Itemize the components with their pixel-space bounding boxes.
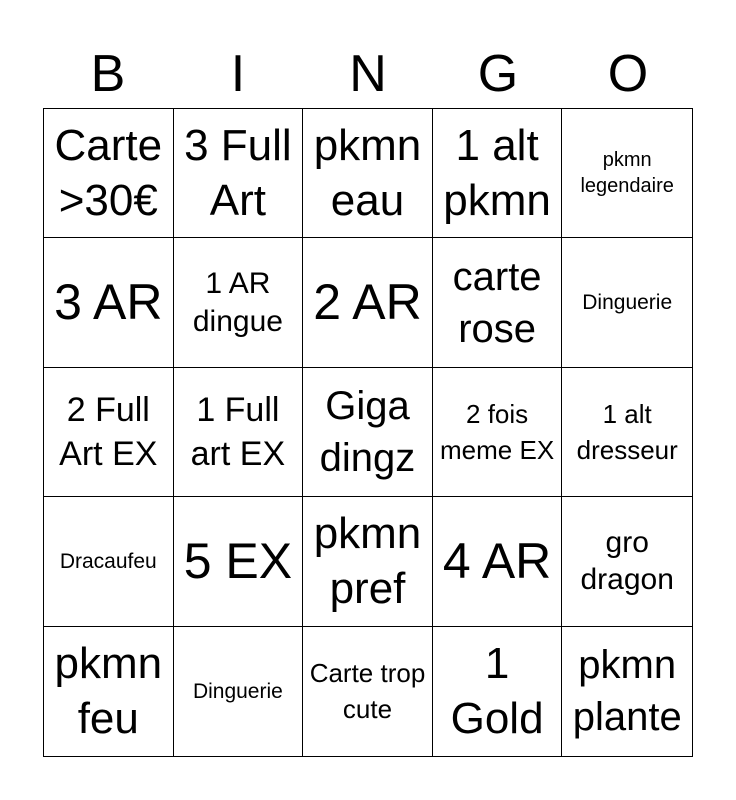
bingo-cell[interactable]: 4 AR xyxy=(433,497,563,626)
bingo-cell[interactable]: 3 AR xyxy=(44,238,174,367)
bingo-cell[interactable]: Carte trop cute xyxy=(303,627,433,756)
bingo-grid xyxy=(43,108,693,757)
bingo-cell[interactable]: Dinguerie xyxy=(562,238,692,367)
bingo-cell[interactable]: Carte >30€ xyxy=(44,109,174,238)
bingo-cell[interactable]: 1 alt pkmn xyxy=(433,109,563,238)
bingo-cell[interactable]: 5 EX xyxy=(174,497,304,626)
bingo-cell[interactable]: 2 fois meme EX xyxy=(433,368,563,497)
bingo-cell[interactable]: 3 Full Art xyxy=(174,109,304,238)
bingo-cell[interactable]: Dracaufeu xyxy=(44,497,174,626)
bingo-cell[interactable]: pkmn eau xyxy=(303,109,433,238)
bingo-cell[interactable]: 2 Full Art EX xyxy=(44,368,174,497)
bingo-cell[interactable]: 1 alt dresseur xyxy=(562,368,692,497)
bingo-cell[interactable]: carte rose xyxy=(433,238,563,367)
bingo-cell[interactable]: gro dragon xyxy=(562,497,692,626)
bingo-cell[interactable]: 1 AR dingue xyxy=(174,238,304,367)
header-letter-b: B xyxy=(90,45,126,103)
bingo-cell[interactable]: pkmn legendaire xyxy=(562,109,692,238)
header-letter-i: I xyxy=(230,45,246,103)
bingo-cell[interactable]: 2 AR xyxy=(303,238,433,367)
header-letter-g: G xyxy=(477,45,519,103)
bingo-cell[interactable]: Giga dingz xyxy=(303,368,433,497)
bingo-header xyxy=(43,40,693,108)
bingo-cell[interactable]: pkmn feu xyxy=(44,627,174,756)
bingo-cell[interactable]: Dinguerie xyxy=(174,627,304,756)
bingo-cell[interactable]: 1 Gold xyxy=(433,627,563,756)
bingo-cell[interactable]: 1 Full art EX xyxy=(174,368,304,497)
bingo-cell[interactable]: pkmn plante xyxy=(572,643,682,740)
bingo-cell[interactable]: pkmn pref xyxy=(303,497,433,626)
header-letter-o: O xyxy=(607,45,649,103)
header-letter-n: N xyxy=(349,45,387,103)
